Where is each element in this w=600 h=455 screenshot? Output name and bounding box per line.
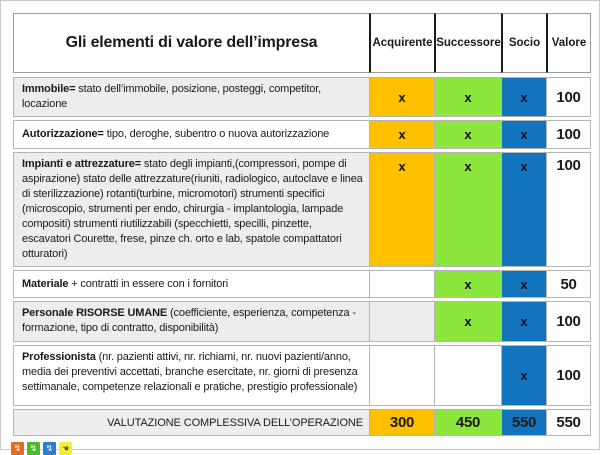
column-header-successore: Successore: [434, 13, 501, 73]
page-title: Gli elementi di valore dell’impresa: [13, 13, 369, 73]
cell-successore-mark: x: [434, 301, 501, 342]
cell-valore: 100: [546, 152, 591, 267]
cell-valore: 100: [546, 120, 591, 149]
flash-green-icon[interactable]: ↯: [27, 442, 40, 455]
row-title: Impianti e attrezzature=: [22, 158, 141, 170]
cell-socio-mark: x: [501, 77, 546, 117]
total-socio: 550: [501, 409, 546, 436]
row-description: [13, 345, 369, 406]
row-title: Materiale: [22, 277, 69, 290]
totals-label: VALUTAZIONE COMPLESSIVA DELL’OPERAZIONE: [13, 409, 369, 436]
cell-valore: 100: [546, 77, 591, 117]
column-header-acquirente: Acquirente: [369, 13, 434, 73]
table-row-immobile: [13, 77, 591, 117]
cell-socio-mark: x: [501, 270, 546, 298]
flash-blue-icon[interactable]: ↯: [43, 442, 56, 455]
cell-valore: 100: [546, 301, 591, 342]
cell-acquirente-mark: x: [369, 120, 434, 149]
column-header-valore: Valore: [546, 13, 591, 73]
total-successore: 450: [434, 409, 501, 436]
row-detail: (coefficiente, esperienza, competenza - formazione, tipo di contratto, disponibilità): [22, 307, 356, 334]
cell-socio-mark: x: [501, 152, 546, 267]
row-detail: stato dell’immobile, posizione, posteggi, competitor, locazione: [22, 83, 322, 110]
row-detail: (nr. pazienti attivi, nr. richiami, nr. nuovi pazienti/anno, media dei preventivi accettati, branche esercitate, nr. giorni di presenza settimanale, competenze relazionali e pratiche, prestigio professionale): [22, 351, 358, 393]
cell-successore-mark: x: [434, 77, 501, 117]
table-row-materiale: [13, 270, 591, 298]
table-row-impianti: [13, 152, 591, 267]
row-title: Autorizzazione=: [22, 128, 104, 140]
row-detail: tipo, deroghe, subentro o nuova autorizzazione: [103, 128, 330, 140]
row-title: Personale RISORSE UMANE: [22, 307, 168, 319]
table-header: [13, 13, 591, 73]
row-detail: + contratti in essere con i fornitori: [68, 277, 229, 290]
table-row-autorizzazione: [13, 120, 591, 149]
total-valore: 550: [546, 409, 591, 436]
row-title: Professionista: [22, 351, 96, 363]
cell-successore-mark: x: [434, 270, 501, 298]
cell-acquirente-mark: x: [369, 152, 434, 267]
row-description: [13, 270, 369, 298]
cell-acquirente-mark: x: [369, 77, 434, 117]
total-acquirente: 300: [369, 409, 434, 436]
row-title: Immobile=: [22, 83, 76, 95]
cell-acquirente-empty: [369, 301, 434, 342]
hand-pointer-icon[interactable]: ☚: [59, 442, 72, 455]
cell-acquirente-empty: [369, 345, 434, 406]
cell-successore-mark: x: [434, 120, 501, 149]
column-header-socio: Socio: [501, 13, 546, 73]
cell-socio-mark: x: [501, 120, 546, 149]
row-description: [13, 77, 369, 117]
cell-valore: 100: [546, 345, 591, 406]
table-row-totals: [13, 409, 591, 436]
row-detail: stato degli impianti,(compressori, pompe di aspirazione) stato delle attrezzature(riuniti, radiologico, autoclave e linea di sterilizzazione) rotanti(turbine, micromotori) strumenti specifici (microscopio, strumenti per endo, chirurgia - implantologia, lampade compositi) strumenti riutilizzabili (specchietti, specilli, pinzette, escavatori Courette, frese, pinze ch. orto e lab, spatole compattatori otturatori): [22, 158, 363, 260]
table-row-professionista: [13, 345, 591, 406]
row-description: [13, 120, 369, 149]
footer-icons: [11, 442, 589, 455]
row-description: [13, 152, 369, 267]
cell-successore-empty: [434, 345, 501, 406]
cell-acquirente-empty: [369, 270, 434, 298]
table-row-personale: [13, 301, 591, 342]
row-description: [13, 301, 369, 342]
valuation-table: [13, 13, 591, 436]
cell-socio-mark: x: [501, 301, 546, 342]
cell-valore: 50: [546, 270, 591, 298]
flash-orange-icon[interactable]: ↯: [11, 442, 24, 455]
cell-successore-mark: x: [434, 152, 501, 267]
cell-socio-mark: x: [501, 345, 546, 406]
